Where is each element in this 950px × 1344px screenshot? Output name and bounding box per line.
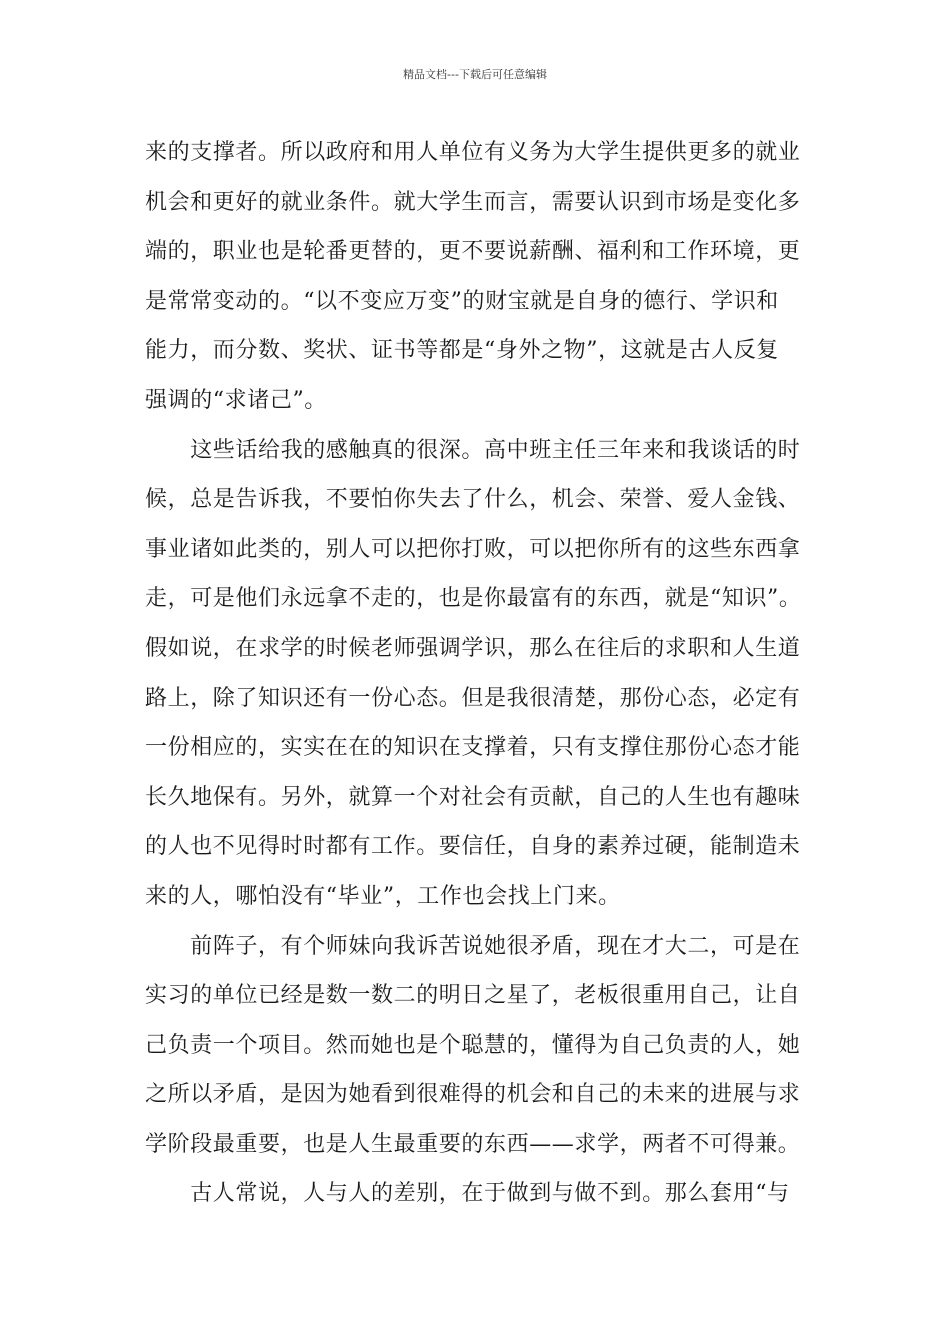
- body-line: 能力，而分数、奖状、证书等都是“身外之物”，这就是古人反复: [145, 338, 779, 364]
- body-line: 走，可是他们永远拿不走的，也是你最富有的东西，就是“知识”。: [145, 586, 802, 612]
- body-line: 己负责一个项目。然而她也是个聪慧的，懂得为自己负责的人，她: [145, 1032, 801, 1058]
- body-line: 事业诸如此类的，别人可以把你打败，可以把你所有的这些东西拿: [145, 536, 801, 562]
- body-line: 之所以矛盾，是因为她看到很难得的机会和自己的未来的进展与求: [145, 1082, 801, 1108]
- body-line: 这些话给我的感触真的很深。高中班主任三年来和我谈话的时: [145, 437, 801, 463]
- body-line: 来的人，哪怕没有“毕业”，工作也会找上门来。: [145, 883, 621, 909]
- body-line: 假如说，在求学的时候老师强调学识，那么在往后的求职和人生道: [145, 635, 801, 661]
- document-body: [145, 128, 825, 1219]
- body-line: 前阵子，有个师妹向我诉苦说她很矛盾，现在才大二，可是在: [145, 933, 801, 959]
- body-line: 是常常变动的。“以不变应万变”的财宝就是自身的德行、学识和: [145, 288, 779, 314]
- body-line: 古人常说，人与人的差别，在于做到与做不到。那么套用“与: [145, 1181, 790, 1207]
- body-line: 候，总是告诉我，不要怕你失去了什么，机会、荣誉、爱人金钱、: [145, 487, 801, 513]
- body-line: 一份相应的，实实在在的知识在支撑着，只有支撑住那份心态才能: [145, 735, 801, 761]
- body-line: 的人也不见得时时都有工作。要信任，自身的素养过硬，能制造未: [145, 834, 801, 860]
- body-line: 机会和更好的就业条件。就大学生而言，需要认识到市场是变化多: [145, 189, 801, 215]
- body-line: 实习的单位已经是数一数二的明日之星了，老板很重用自己，让自: [145, 983, 801, 1009]
- body-line: 长久地保有。另外，就算一个对社会有贡献，自己的人生也有趣味: [145, 784, 801, 810]
- body-line: 强调的“求诸己”。: [145, 387, 327, 413]
- page-header: 精品文档---下载后可任意编辑: [403, 68, 547, 81]
- body-line: 来的支撑者。所以政府和用人单位有义务为大学生提供更多的就业: [145, 140, 801, 165]
- body-line: 端的，职业也是轮番更替的，更不要说薪酬、福利和工作环境，更: [145, 239, 801, 265]
- body-line: 路上，除了知识还有一份心态。但是我很清楚，那份心态，必定有: [145, 685, 801, 711]
- body-line: 学阶段最重要，也是人生最重要的东西——求学，两者不可得兼。: [145, 1131, 801, 1157]
